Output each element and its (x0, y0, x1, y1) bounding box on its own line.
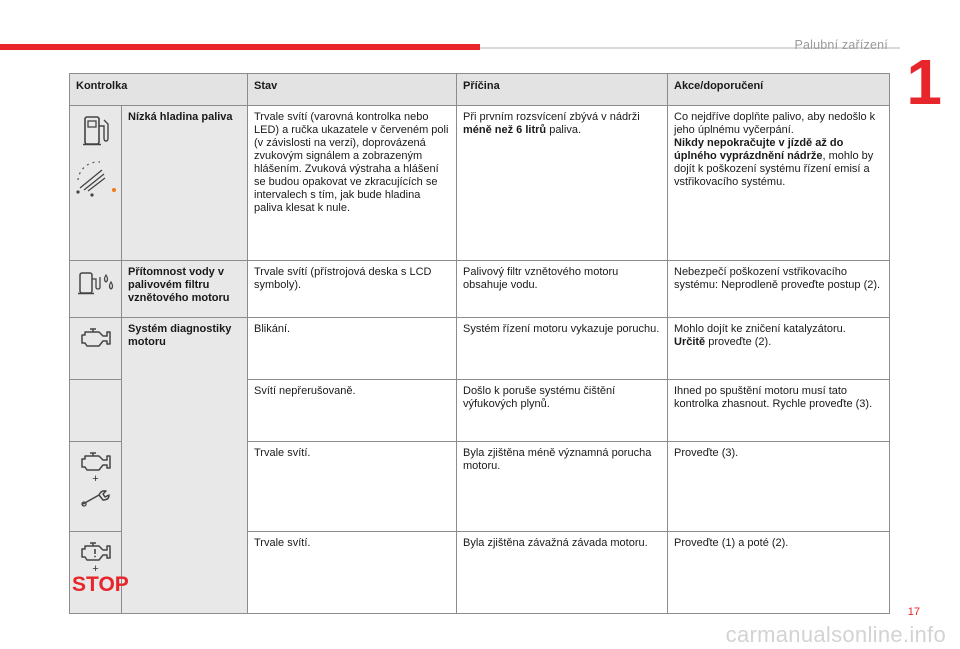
column-header-akce: Akce/doporučení (668, 74, 890, 106)
column-header-kontrolka: Kontrolka (70, 74, 248, 106)
table-row (70, 106, 890, 261)
table-header-row (70, 74, 890, 106)
cause-text: Došlo k poruše systému čištění výfukových plynů. (457, 380, 668, 442)
wrench-icon (79, 488, 113, 508)
table-row (70, 261, 890, 318)
action-text: Proveďte (3). (668, 442, 890, 532)
water-in-diesel-icon (76, 269, 116, 297)
column-header-stav: Stav (248, 74, 457, 106)
fuel-pump-icon (81, 114, 111, 148)
watermark: carmanualsonline.info (725, 622, 946, 647)
engine-icon (79, 326, 113, 350)
section-title: Palubní zařízení (794, 38, 888, 52)
warning-name: Nízká hladina paliva (122, 106, 248, 261)
chapter-number: 1 (906, 46, 942, 118)
cause-text: Systém řízení motoru vykazuje poruchu. (457, 318, 668, 380)
icon-cell (70, 106, 122, 261)
page-number: 17 (907, 606, 920, 618)
icon-cell (70, 380, 122, 442)
header-red-bar (0, 44, 480, 50)
action-text (668, 318, 890, 380)
state-text: Trvale svítí (varovná kontrolka nebo LED) a ručka ukazatele v červeném poli (v závislosti na verzi), doprovázená zvukovým signálem a zobrazeným hlášením. Zvuková výstraha a hlášení se budou opakovat ve zkracujících se intervalech s tím, jak bude hladina paliva klesat k nule. (248, 106, 457, 261)
cause-text (457, 106, 668, 261)
cause-text: Byla zjištěna závažná závada motoru. (457, 532, 668, 614)
cause-prefix: Při prvním rozsvícení zbývá v nádrži (463, 111, 640, 123)
state-text: Trvale svítí. (248, 442, 457, 532)
cause-text: Palivový filtr vznětového motoru obsahuje vodu. (457, 261, 668, 318)
warning-name: Přítomnost vody v palivovém filtru vznětového motoru (122, 261, 248, 318)
warning-lights-table (69, 73, 890, 614)
cause-bold: méně než 6 litrů (463, 124, 547, 136)
fuel-gauge-icon (72, 158, 120, 198)
state-text: Trvale svítí (přístrojová deska s LCD symboly). (248, 261, 457, 318)
engine-alert-icon (79, 540, 113, 564)
action-text: Proveďte (1) a poté (2). (668, 532, 890, 614)
cause-suffix: paliva. (546, 124, 581, 136)
cause-text: Byla zjištěna méně významná porucha motoru. (457, 442, 668, 532)
action-bold: Nikdy nepokračujte v jízdě až do úplného vyprázdnění nádrže (674, 137, 844, 162)
column-header-pricina: Příčina (457, 74, 668, 106)
engine-icon (79, 450, 113, 474)
icon-cell (70, 532, 129, 614)
state-text: Svítí nepřerušovaně. (248, 380, 457, 442)
action-text: Ihned po spuštění motoru musí tato kontrolka zhasnout. Rychle proveďte (3). (668, 380, 890, 442)
plus-sign: + (92, 473, 99, 485)
warning-name: Systém diagnostiky motoru (122, 318, 248, 614)
action-part-2: proveďte (2). (705, 336, 772, 348)
stop-icon: STOP (72, 573, 129, 596)
action-bold: Určitě (674, 336, 706, 348)
state-text: Blikání. (248, 318, 457, 380)
icon-cell (70, 261, 122, 318)
action-part-1: Co nejdříve doplňte palivo, aby nedošlo k jeho úplnému vyčerpání. (674, 111, 876, 136)
table-row (70, 318, 890, 380)
action-text: Nebezpečí poškození vstřikovacího systému: Neprodleně proveďte postup (2). (668, 261, 890, 318)
action-part-1: Mohlo dojít ke zničení katalyzátoru. (674, 323, 846, 335)
plus-sign: + (92, 563, 99, 575)
action-part-2: , mohlo by dojít k poškození systému řízení emisí a vstřikovacího systému. (674, 150, 874, 188)
icon-cell (70, 442, 122, 532)
action-text (668, 106, 890, 261)
icon-cell (70, 318, 122, 380)
state-text: Trvale svítí. (248, 532, 457, 614)
